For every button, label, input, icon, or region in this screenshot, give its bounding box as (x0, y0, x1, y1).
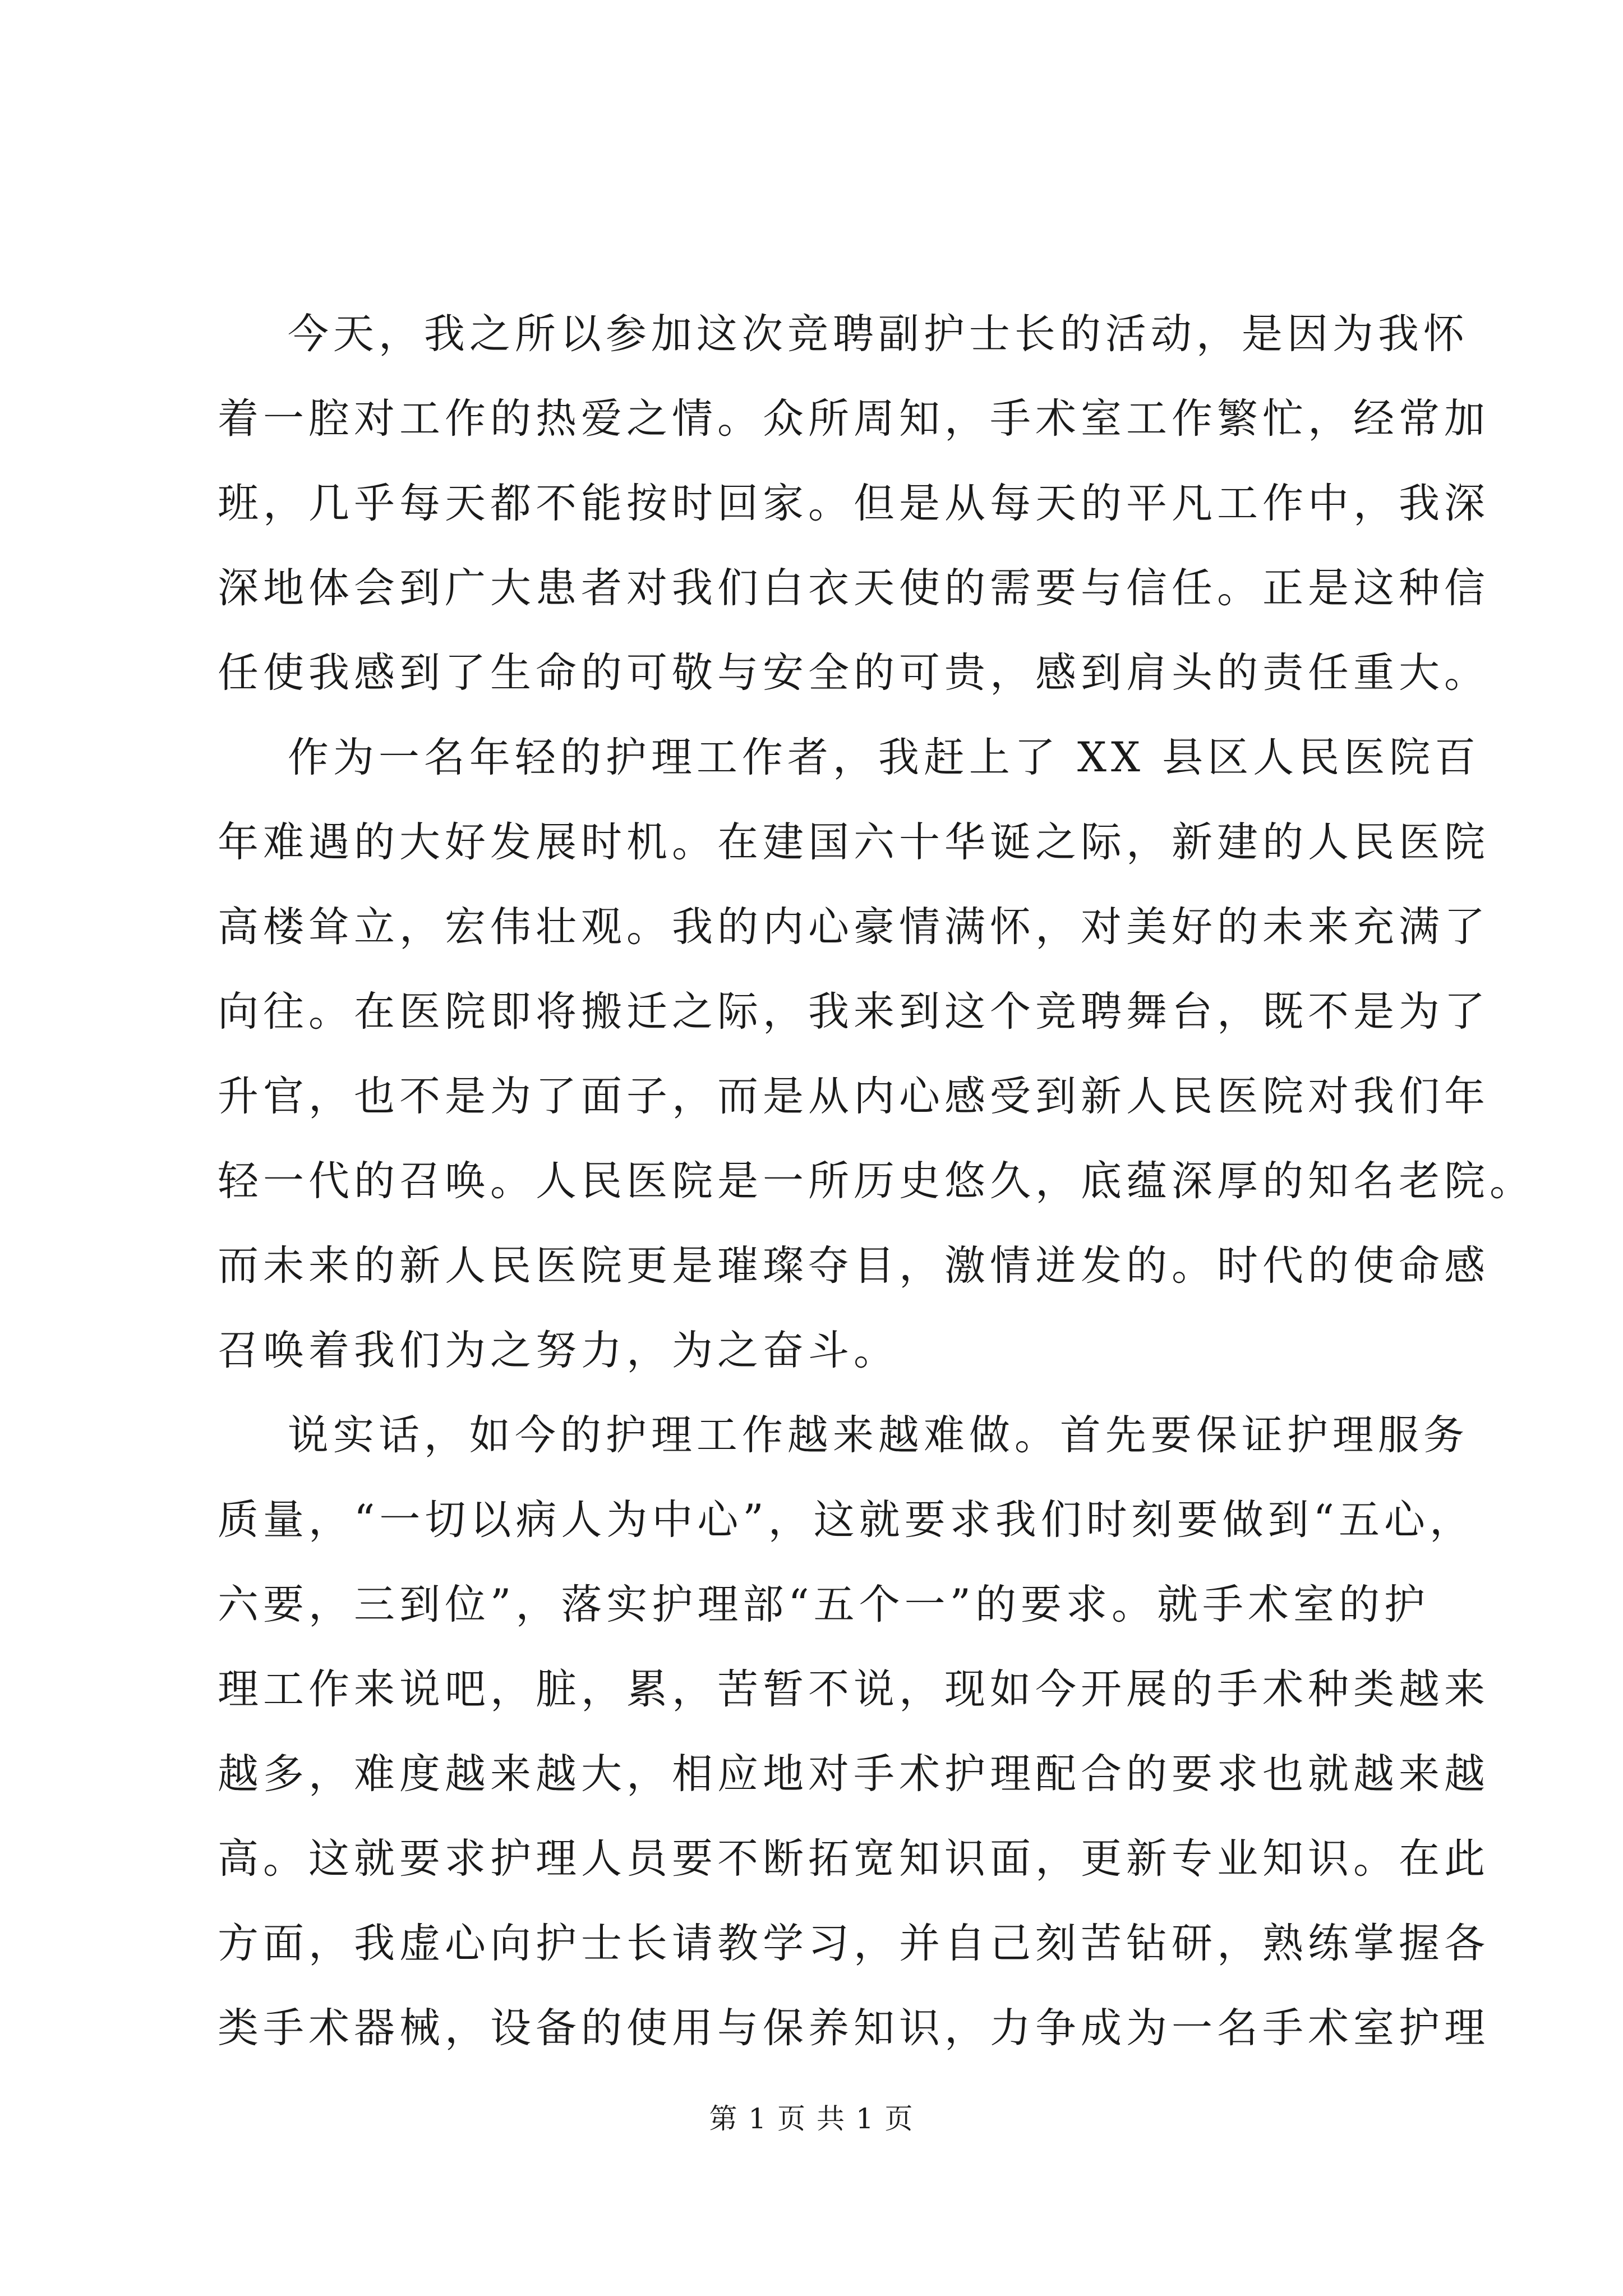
document-body (218, 292, 1535, 2070)
text-line: 作为一名年轻的护理工作者，我赶上了 XX 县区人民医院百 (218, 734, 1481, 781)
text-line: 深地体会到广大患者对我们白衣天使的需要与信任。正是这种信 (218, 564, 1490, 612)
text-line: 班，几乎每天都不能按时回家。但是从每天的平凡工作中，我深 (218, 480, 1490, 527)
text-line: 越多，难度越来越大，相应地对手术护理配合的要求也就越来越 (218, 1750, 1490, 1798)
text-line: 年难遇的大好发展时机。在建国六十华诞之际，新建的人民医院 (218, 818, 1490, 866)
text-line: 高。这就要求护理人员要不断拓宽知识面，更新专业知识。在此 (218, 1835, 1490, 1883)
text-line: 任使我感到了生命的可敬与安全的可贵，感到肩头的责任重大。 (218, 649, 1490, 697)
text-line: 召唤着我们为之努力，为之奋斗。 (218, 1327, 899, 1374)
text-line: 今天，我之所以参加这次竞聘副护士长的活动，是因为我怀 (218, 310, 1469, 358)
text-line: 升官，也不是为了面子，而是从内心感受到新人民医院对我们年 (218, 1073, 1490, 1120)
text-line: 方面，我虚心向护士长请教学习，并自己刻苦钻研，熟练掌握各 (218, 1920, 1490, 1967)
text-line: 质量，“一切以病人为中心”，这就要求我们时刻要做到“五心， (218, 1496, 1475, 1544)
text-line: 六要，三到位”，落实护理部“五个一”的要求。就手术室的护 (218, 1581, 1430, 1628)
page-number: 第 1 页 共 1 页 (709, 2102, 914, 2135)
text-line: 着一腔对工作的热爱之情。众所周知，手术室工作繁忙，经常加 (218, 395, 1490, 443)
text-line: 高楼耸立，宏伟壮观。我的内心豪情满怀，对美好的未来充满了 (218, 903, 1490, 951)
page-footer (0, 2099, 1623, 2138)
text-line: 理工作来说吧，脏，累，苦暂不说，现如今开展的手术种类越来 (218, 1665, 1490, 1713)
text-line: 向往。在医院即将搬迁之际，我来到这个竞聘舞台，既不是为了 (218, 988, 1490, 1036)
text-line: 而未来的新人民医院更是璀璨夺目，激情迸发的。时代的使命感 (218, 1242, 1490, 1290)
text-line: 类手术器械，设备的使用与保养知识，力争成为一名手术室护理 (218, 2004, 1490, 2052)
text-line: 轻一代的召唤。人民医院是一所历史悠久，底蕴深厚的知名老院。 (218, 1157, 1535, 1205)
text-line: 说实话，如今的护理工作越来越难做。首先要保证护理服务 (218, 1411, 1469, 1459)
